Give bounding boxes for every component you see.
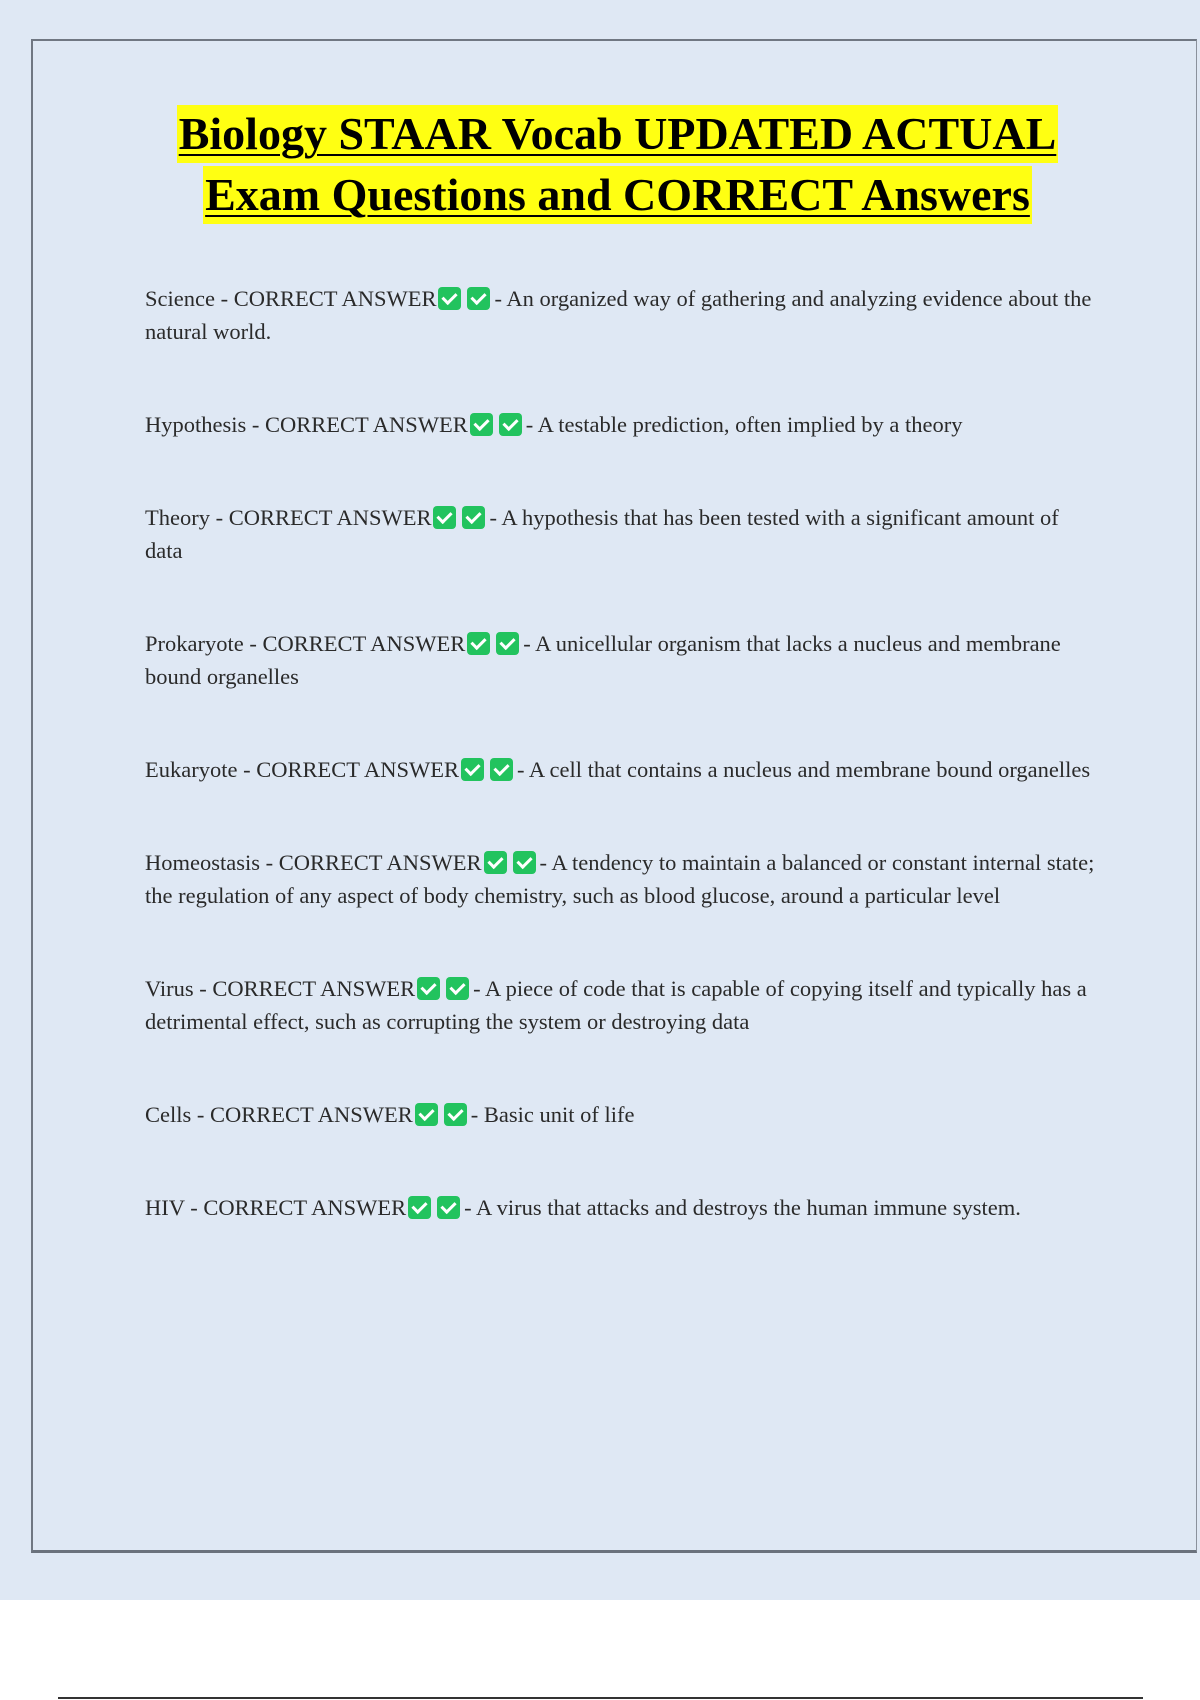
title-line-1: Biology STAAR Vocab UPDATED ACTUAL [177,105,1059,163]
entry-term: Eukaryote [145,757,238,782]
vocab-entry: Prokaryote - CORRECT ANSWER - A unicellular organism that lacks a nucleus and membrane bound organelles [145,631,1061,689]
vocab-entry: Eukaryote - CORRECT ANSWER - A cell that contains a nucleus and membrane bound organelles [145,757,1091,782]
vocab-entry: HIV - CORRECT ANSWER - A virus that attacks and destroys the human immune system. [145,1195,1021,1220]
check-icon [433,506,456,529]
vocab-entry: Science - CORRECT ANSWER - An organized way of gathering and analyzing evidence about the natural world. [145,286,1092,344]
entry-answer-label: CORRECT ANSWER [212,976,416,1001]
check-icon [484,851,507,874]
check-icon [467,287,490,310]
check-icon [496,632,519,655]
check-icon [408,1196,431,1219]
entry-answer-label: CORRECT ANSWER [262,631,466,656]
check-icon [490,758,513,781]
entry-answer-label: CORRECT ANSWER [233,286,437,311]
entry-term: Homeostasis [145,850,260,875]
vocab-entry: Virus - CORRECT ANSWER - A piece of code that is capable of copying itself and typically has a detrimental effect, such as corrupting the system or destroying data [145,976,1087,1034]
check-icon [444,1103,467,1126]
check-icon [499,413,522,436]
footer-divider [58,1697,1143,1699]
entry-definition: A testable prediction, often implied by a theory [537,412,963,437]
entry-term: HIV [145,1195,185,1220]
check-icon [438,287,461,310]
entry-answer-label: CORRECT ANSWER [210,1102,413,1127]
entry-definition: A hypothesis that has been tested with a significant amount of data [145,505,1059,563]
entry-definition: A unicellular organism that lacks a nucleus and membrane bound organelles [145,631,1061,689]
vocab-entry: Hypothesis - CORRECT ANSWER - A testable prediction, often implied by a theory [145,412,963,437]
check-icon [467,632,490,655]
entry-term: Science [145,286,215,311]
entry-answer-label: CORRECT ANSWER [256,757,459,782]
entry-term: Virus [145,976,194,1001]
entry-answer-label: CORRECT ANSWER [203,1195,407,1220]
vocab-entry: Theory - CORRECT ANSWER - A hypothesis that has been tested with a significant amount of data [145,505,1059,563]
check-icon [415,1103,438,1126]
check-icon [461,758,484,781]
entry-definition: A cell that contains a nucleus and membrane bound organelles [528,757,1091,782]
check-icon [470,413,493,436]
check-icon [513,851,536,874]
vocab-entry: Cells - CORRECT ANSWER - Basic unit of life [145,1102,635,1127]
title-line-2: Exam Questions and CORRECT Answers [203,166,1032,224]
entry-term: Cells [145,1102,192,1127]
entry-definition: An organized way of gathering and analyzing evidence about the natural world. [145,286,1092,344]
entry-term: Theory [145,505,210,530]
entry-term: Hypothesis [145,412,247,437]
entry-definition: A tendency to maintain a balanced or constant internal state; the regulation of any aspect of body chemistry, such as blood glucose, around a particular level [145,850,1095,908]
check-icon [437,1196,460,1219]
entry-term: Prokaryote [145,631,244,656]
check-icon [462,506,485,529]
vocab-entry: Homeostasis - CORRECT ANSWER - A tendency to maintain a balanced or constant internal state; the regulation of any aspect of body chemistry, such as blood glucose, around a particular level [145,850,1095,908]
entry-answer-label: CORRECT ANSWER [265,412,468,437]
check-icon [446,977,469,1000]
document-title [0,105,1200,227]
vocab-list [145,282,1095,1284]
entry-answer-label: CORRECT ANSWER [278,850,482,875]
entry-definition: A virus that attacks and destroys the human immune system. [475,1195,1021,1220]
entry-answer-label: CORRECT ANSWER [228,505,432,530]
check-icon [417,977,440,1000]
entry-definition: A piece of code that is capable of copying itself and typically has a detrimental effect, such as corrupting the system or destroying data [145,976,1087,1034]
entry-definition: Basic unit of life [483,1102,635,1127]
